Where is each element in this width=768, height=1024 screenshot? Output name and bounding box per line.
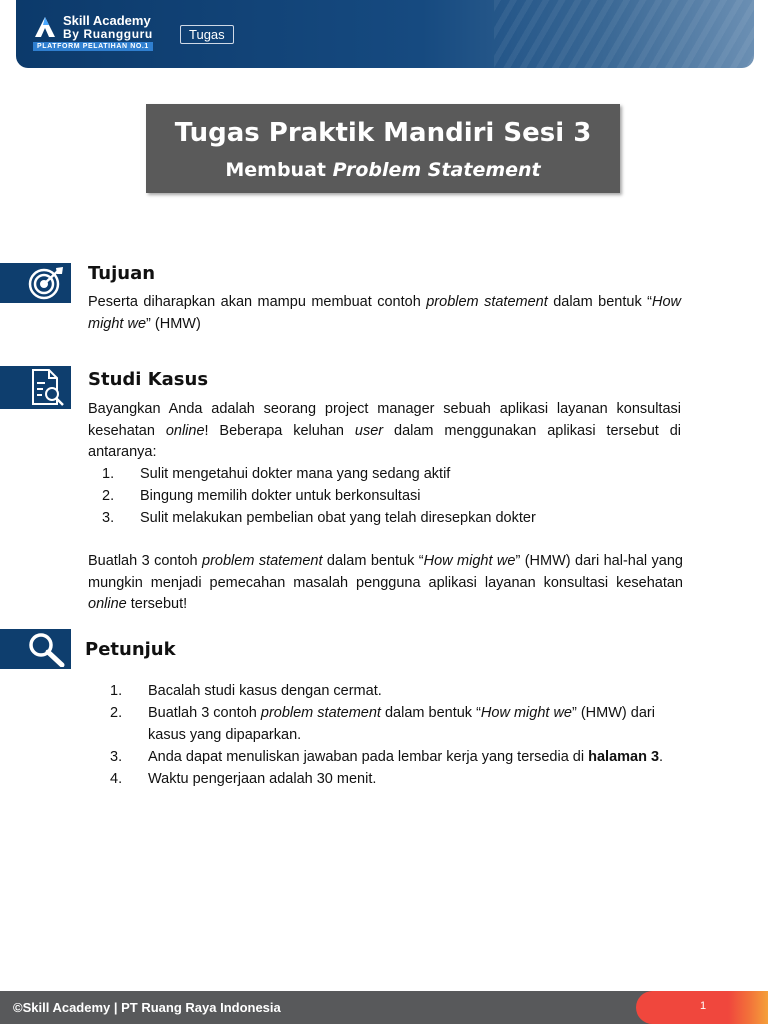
list-item: 2. Buatlah 3 contoh problem statement dalam bentuk “How might we” (HMW) dari kasus yang dipaparkan. xyxy=(110,705,655,743)
list-item: 3. Sulit melakukan pembelian obat yang telah diresepkan dokter xyxy=(102,510,536,526)
brand-badge: PLATFORM PELATIHAN NO.1 xyxy=(33,42,153,51)
logo-icon xyxy=(34,16,56,38)
petunjuk-heading: Petunjuk xyxy=(85,639,176,660)
petunjuk-icon-block xyxy=(0,629,71,669)
brand-byline: By Ruangguru xyxy=(63,27,153,41)
magnifier-icon xyxy=(26,631,66,667)
studi-heading: Studi Kasus xyxy=(88,369,209,390)
page-number: 1 xyxy=(700,1000,707,1012)
page-title: Tugas Praktik Mandiri Sesi 3 xyxy=(174,118,592,148)
petunjuk-list xyxy=(110,680,683,790)
list-item: 3. Anda dapat menuliskan jawaban pada lembar kerja yang tersedia di halaman 3. xyxy=(110,749,664,765)
tugas-tag: Tugas xyxy=(180,25,234,44)
header-decoration xyxy=(494,0,754,68)
title-box xyxy=(146,104,620,193)
list-item: 4. Waktu pengerjaan adalah 30 menit. xyxy=(110,771,377,787)
page-subtitle: Membuat Problem Statement xyxy=(225,159,541,181)
target-icon xyxy=(26,266,66,300)
document-search-icon xyxy=(30,368,68,408)
list-item: 1. Bacalah studi kasus dengan cermat. xyxy=(110,683,382,699)
tujuan-icon-block xyxy=(0,263,71,303)
list-item: 2. Bingung memilih dokter untuk berkonsultasi xyxy=(102,488,421,504)
footer-page-tab xyxy=(636,991,768,1024)
tujuan-text: Peserta diharapkan akan mampu membuat contoh problem statement dalam bentuk “How might we” (HMW) xyxy=(88,294,681,332)
brand-name: Skill Academy xyxy=(63,13,151,28)
studi-intro: Bayangkan Anda adalah seorang project manager sebuah aplikasi layanan konsultasi kesehatan online! Beberapa keluhan user dalam menggunakan aplikasi tersebut di antaranya: xyxy=(88,401,682,460)
studi-list xyxy=(102,463,682,529)
studi-task: Buatlah 3 contoh problem statement dalam bentuk “How might we” (HMW) dari hal-hal yang mungkin menjadi pemecahan masalah pengguna aplikasi layanan konsultasi kesehatan online tersebut! xyxy=(88,553,683,612)
footer-copyright: ©Skill Academy | PT Ruang Raya Indonesia xyxy=(13,1000,281,1015)
list-item: 1. Sulit mengetahui dokter mana yang sedang aktif xyxy=(102,466,451,482)
header-banner xyxy=(16,0,754,68)
tujuan-heading: Tujuan xyxy=(88,263,156,284)
studi-icon-block xyxy=(0,366,71,409)
